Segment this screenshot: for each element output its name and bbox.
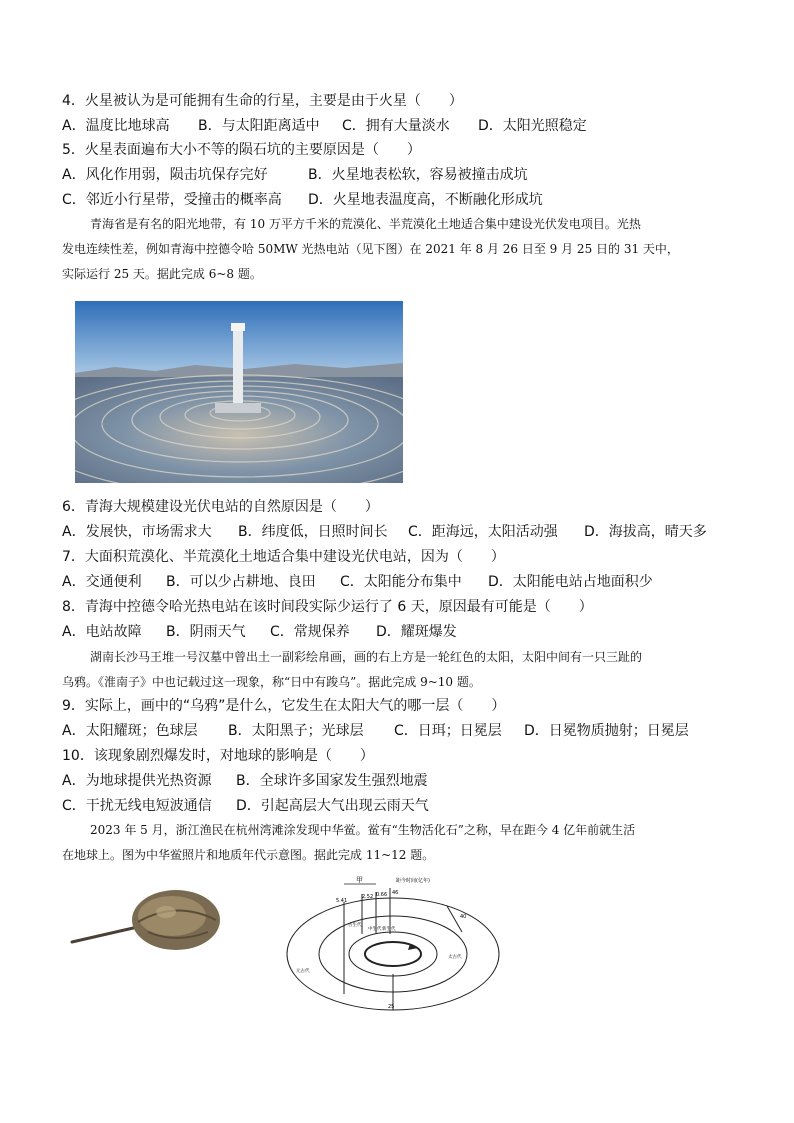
- tick-25: 25: [388, 1004, 395, 1010]
- material-2: [62, 645, 732, 695]
- material-1: [62, 212, 732, 287]
- q4-stem: 4．火星被认为是可能拥有生命的行星，主要是由于火星（ ）: [62, 93, 463, 109]
- q8-stem: 8．青海中控德令哈光热电站在该时间段实际少运行了 6 天，原因最有可能是（ ）: [62, 599, 593, 615]
- material-3-line-1: 2023 年 5 月，浙江渔民在杭州湾滩涂发现中华鲎。鲎有“生物活化石”之称，早在距今 4 亿年前就生活: [90, 823, 636, 837]
- q5-option-b: B．火星地表松软，容易被撞击成坑: [308, 167, 528, 183]
- q4-options: [62, 117, 587, 135]
- q5-option-a: A．风化作用弱，陨击坑保存完好: [62, 167, 268, 183]
- q10-options-row1: [62, 772, 428, 790]
- q6-options: [62, 523, 707, 541]
- q6-option-d: D．海拔高，晴天多: [584, 524, 707, 540]
- q9-option-d: D．日冕物质抛射；日冕层: [524, 723, 689, 739]
- q7-option-c: C．太阳能分布集中: [340, 574, 462, 590]
- era-archean: 太古代: [448, 955, 462, 960]
- q5-option-d: D．火星地表温度高，不断融化形成坑: [308, 192, 543, 208]
- q4-option-b: B．与太阳距离适中: [198, 118, 320, 134]
- q10-stem: 10．该现象剧烈爆发时，对地球的影响是（ ）: [62, 748, 374, 764]
- geologic-time-diagram: [282, 874, 504, 1014]
- era-mesozoic: 中生代: [368, 927, 382, 932]
- material-2-line-1: 湖南长沙马王堆一号汉墓中曾出土一副彩绘帛画，画的右上方是一轮红色的太阳，太阳中间有一只三趾的: [90, 650, 643, 664]
- material-2-line-2: 乌鸦。《淮南子》中也记载过这一现象，称“日中有踆乌”。据此完成 9~10 题。: [62, 675, 481, 689]
- q4-option-d: D．太阳光照稳定: [478, 118, 587, 134]
- era-proterozoic: 元古代: [296, 969, 310, 974]
- q10-option-d: D．引起高层大气出现云雨天气: [236, 798, 429, 814]
- q9-stem: 9．实际上，画中的“乌鸦”是什么，它发生在太阳大气的哪一层（ ）: [62, 698, 506, 714]
- q8-option-c: C．常规保养: [270, 624, 350, 640]
- q10-options-row2: [62, 797, 429, 815]
- q9-option-b: B．太阳黑子；光球层: [228, 723, 364, 739]
- q5-stem: 5．火星表面遍布大小不等的陨石坑的主要原因是（ ）: [62, 142, 421, 158]
- q7-option-d: D．太阳能电站占地面积少: [488, 574, 653, 590]
- q5-options-row1: [62, 166, 528, 184]
- q4-option-c: C．拥有大量淡水: [342, 118, 450, 134]
- era-cenozoic: 新生代: [382, 927, 396, 932]
- label-time: 距今时间(亿年): [396, 878, 430, 884]
- material-3-line-2: 在地球上。图为中华鲎照片和地质年代示意图。据此完成 11~12 题。: [62, 848, 435, 862]
- q6-stem: 6．青海大规模建设光伏电站的自然原因是（ ）: [62, 499, 379, 515]
- q9-options: [62, 722, 689, 740]
- label-jia: 甲: [356, 876, 363, 884]
- solar-station-photo: [75, 301, 403, 483]
- inner-ring: [349, 932, 437, 976]
- tick-066: 0.66: [376, 892, 388, 898]
- q6-option-a: A．发展快，市场需求大: [62, 524, 212, 540]
- tick-40: 40: [460, 914, 467, 920]
- material-1-line-2: 发电连续性差，例如青海中控德令哈 50MW 光热电站（见下图）在 2021 年 8 月 26 日至 9 月 25 日的 31 天中，: [62, 242, 679, 256]
- q8-option-a: A．电站故障: [62, 624, 142, 640]
- tick-541: 5.41: [336, 898, 348, 904]
- tick-252: 2.52: [362, 894, 374, 900]
- q7-option-a: A．交通便利: [62, 574, 142, 590]
- q8-option-d: D．耀斑爆发: [376, 624, 457, 640]
- solar-station-photo-graphic: [75, 301, 403, 483]
- q7-stem: 7．大面积荒漠化、半荒漠化土地适合集中建设光伏电站，因为（ ）: [62, 549, 505, 565]
- q4-option-a: A．温度比地球高: [62, 118, 170, 134]
- era-paleozoic: 古生代: [348, 923, 362, 928]
- q9-option-a: A．太阳耀斑；色球层: [62, 723, 198, 739]
- q5-options-row2: [62, 191, 543, 209]
- q7-option-b: B．可以少占耕地、良田: [166, 574, 316, 590]
- q10-option-a: A．为地球提供光热资源: [62, 773, 212, 789]
- tick-46: 46: [392, 890, 399, 896]
- horseshoe-crab-photo: [68, 882, 228, 982]
- q7-options: [62, 573, 653, 591]
- q6-option-b: B．纬度低，日照时间长: [238, 524, 388, 540]
- q10-option-c: C．干扰无线电短波通信: [62, 798, 212, 814]
- q6-option-c: C．距海远，太阳活动强: [408, 524, 558, 540]
- q9-option-c: C．日珥；日冕层: [394, 723, 502, 739]
- q10-option-b: B．全球许多国家发生强烈地震: [236, 773, 428, 789]
- material-1-line-3: 实际运行 25 天。据此完成 6~8 题。: [62, 267, 262, 281]
- horseshoe-crab-graphic: [68, 882, 228, 982]
- q8-options: [62, 623, 457, 641]
- material-1-line-1: 青海省是有名的阳光地带，有 10 万平方千米的荒漠化、半荒漠化土地适合集中建设光伏发电项目。光热: [90, 217, 641, 231]
- material-3: [62, 818, 732, 868]
- q5-option-c: C．邻近小行星带，受撞击的概率高: [62, 192, 282, 208]
- geologic-time-diagram-graphic: [282, 874, 504, 1014]
- q8-option-b: B．阴雨天气: [166, 624, 246, 640]
